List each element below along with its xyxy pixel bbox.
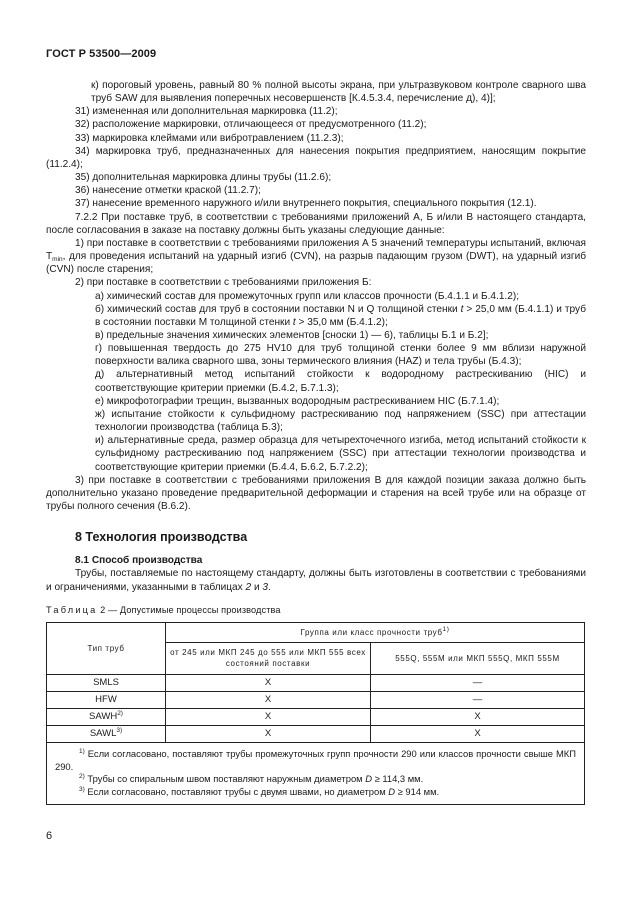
table-cell-a: X <box>166 708 371 725</box>
table-2 <box>46 622 585 805</box>
clause-8-1-title: 8.1 Способ производства <box>75 555 203 567</box>
table-cell-a: X <box>166 674 371 691</box>
list-item-33: 33) маркировка клеймами или вибротравлением (11.2.3); <box>75 132 344 144</box>
item-2-d: д) альтернативный метод испытаний стойкости к водородному растрескиванию (HIC) и соответствующие критерии приемки (Б.4.2, Б.7.1.3); <box>95 369 586 394</box>
item-2: 2) при поставке в соответствии с требованиями приложения Б: <box>75 277 372 289</box>
item-2-a: а) химический состав для промежуточных групп или классов прочности (Б.4.1.1 и Б.4.1.2); <box>95 290 520 302</box>
section-8-title: 8 Технология производства <box>75 530 248 545</box>
footnote-3: $^{3)}$ Если согласовано, поставляют трубы с двумя швами, но диаметром D ≥ 914 мм. <box>79 785 440 797</box>
table-cell-a: X <box>166 725 371 742</box>
item-2-v: в) предельные значения химических элементов [сноски 1) — 6), таблицы Б.1 и Б.2]; <box>95 329 489 341</box>
footnote-1: $^{1)}$ Если согласовано, поставляют трубы промежуточных групп прочности 290 или классов прочности свыше МКП 290. <box>55 747 576 772</box>
table-cell-b: X <box>371 708 585 725</box>
table-header-group: Группа или класс прочности труб$^{1)}$ <box>166 622 585 642</box>
item-1: 1) при поставке в соответствии с требованиями приложения А 5 значений температуры испытаний, включая $T_{min}$, для проведения испытаний на ударный изгиб (CVN), на разрыв падающим грузом (DWT), на ударный изгиб (CVN) после старения; <box>46 237 586 276</box>
table-row <box>47 708 585 725</box>
table-header-col-a: от 245 или МКП 245 до 555 или МКП 555 всех состояний поставки <box>166 642 371 674</box>
document-body <box>46 79 586 805</box>
list-item-k: к) пороговый уровень, равный 80 % полной высоты экрана, при ультразвуковом контроле сварного шва труб SAW для выявления поперечных несовершенств [К.4.5.3.4, перечисление д), 4)]; <box>91 80 586 105</box>
document-header: ГОСТ Р 53500—2009 <box>46 48 157 60</box>
list-item-32: 32) расположение маркировки, отличающееся от предусмотренного (11.2); <box>75 119 427 131</box>
table-cell-type: HFW <box>47 691 166 708</box>
clause-7-2-2: 7.2.2 При поставке труб, в соответствии с требованиями приложений А, Б и/или В настоящего стандарта, после согласования в заказе на поставку должны быть указаны следующие данные: <box>46 211 586 236</box>
table-cell-type: SAWH$^{2)}$ <box>47 708 166 725</box>
table-footnotes <box>47 742 585 804</box>
list-item-36: 36) нанесение отметки краской (11.2.7); <box>75 185 261 197</box>
table-2-caption: Таблица 2 — Допустимые процессы производства <box>46 604 281 615</box>
list-item-37: 37) нанесение временного наружного и/или внутреннего покрытия, специального покрытия (12.1). <box>75 198 537 210</box>
table-cell-b: — <box>371 691 585 708</box>
table-row <box>47 691 585 708</box>
page-number: 6 <box>46 830 53 842</box>
table-row <box>47 674 585 691</box>
list-item-35: 35) дополнительная маркировка длины трубы (11.2.6); <box>75 172 332 184</box>
item-2-i: и) альтернативные среда, размер образца для четырехточечного изгиба, метод испытаний стойкости к сульфидному растрескиванию под напряжением (SSC) при аттестации технологии производства и соответствующие критерии приемки (Б.4.4, Б.6.2, Б.7.2.2); <box>95 435 586 473</box>
list-item-34: 34) маркировка труб, предназначенных для нанесения покрытия предприятием, наносящим покрытие (11.2.4); <box>46 145 586 170</box>
item-3: 3) при поставке в соответствии с требованиями приложения В для каждой позиции заказа должно быть дополнительно указано проведение предварительной деформации и старения на всей трубе или на образце от трубы полного сечения (В.6.2). <box>46 474 586 512</box>
clause-8-1-text: Трубы, поставляемые по настоящему стандарту, должны быть изготовлены в соответствии с требованиями и ограничениями, указанными в таблицах 2 и 3. <box>46 568 586 593</box>
item-2-e: е) микрофотографии трещин, вызванных водородным растрескиванием HIC (Б.7.1.4); <box>95 395 500 407</box>
table-header-type: Тип труб <box>47 622 166 674</box>
item-2-b: б) химический состав для труб в состоянии поставки N и Q толщиной стенки t > 25,0 мм (Б.4.1.1) и труб в состоянии поставки М толщиной стенки t > 35,0 мм (Б.4.1.2); <box>95 303 586 328</box>
list-item-31: 31) измененная или дополнительная маркировка (11.2); <box>75 106 338 118</box>
table-cell-b: — <box>371 674 585 691</box>
table-row <box>47 725 585 742</box>
table-cell-type: SAWL$^{3)}$ <box>47 725 166 742</box>
table-cell-type: SMLS <box>47 674 166 691</box>
table-cell-a: X <box>166 691 371 708</box>
table-header-col-b: 555Q, 555М или МКП 555Q, МКП 555М <box>371 642 585 674</box>
footnote-2: $^{2)}$ Трубы со спиральным швом поставляют наружным диаметром D ≥ 114,3 мм. <box>79 773 424 785</box>
table-cell-b: X <box>371 725 585 742</box>
item-2-zh: ж) испытание стойкости к сульфидному растрескиванию под напряжением (SSC) при аттестации технологии производства (таблица Б.3); <box>95 408 586 434</box>
item-2-g: г) повышенная твердость до 275 HV10 для труб толщиной стенки более 9 мм вблизи наружной поверхности валика сварного шва, зоны термического влияния (HAZ) и тела трубы (Б.4.3); <box>95 343 586 368</box>
